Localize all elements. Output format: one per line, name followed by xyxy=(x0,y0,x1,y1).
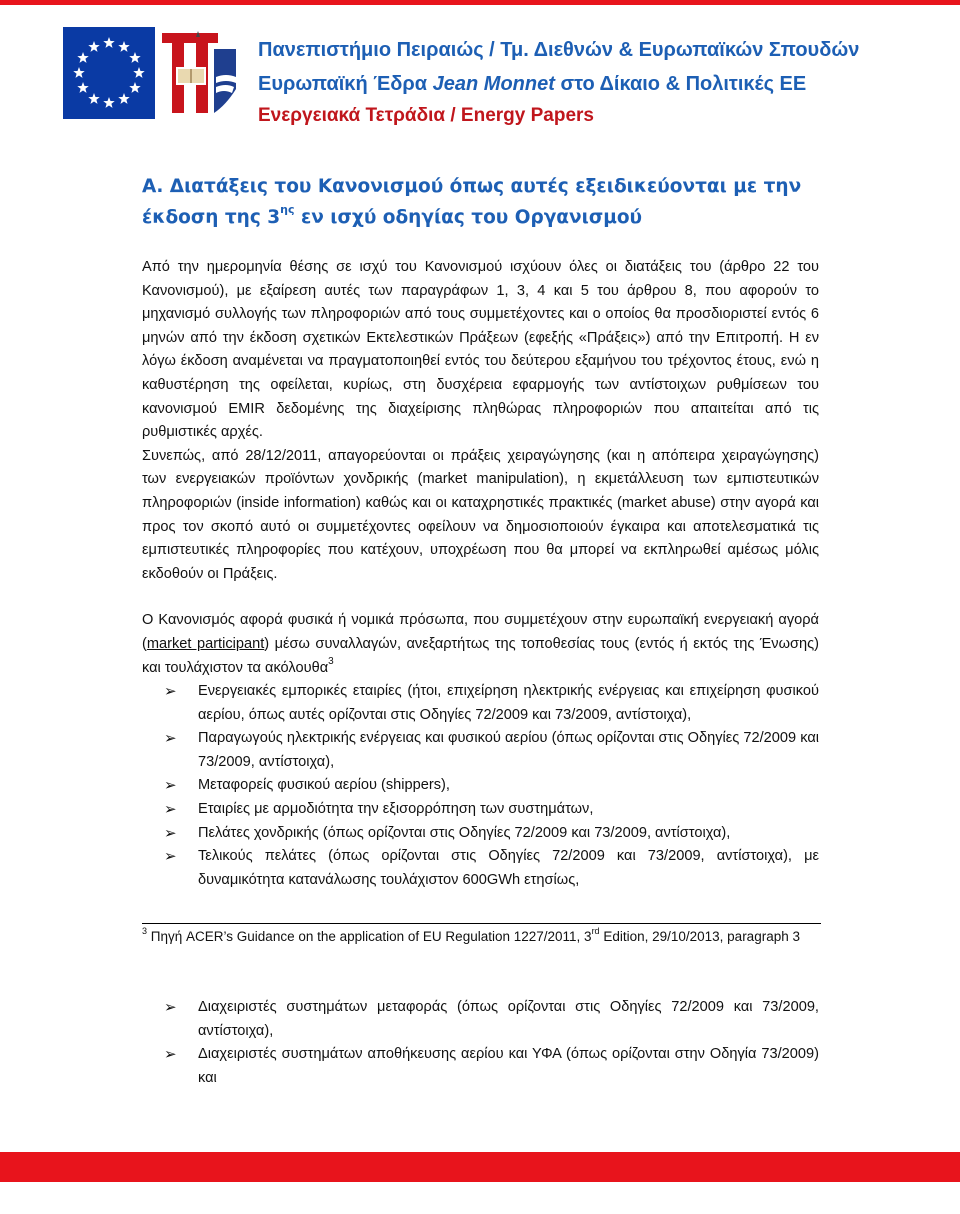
list-item xyxy=(142,680,819,727)
list-item-text: Τελικούς πελάτες (όπως ορίζονται στις Οδηγίες 72/2009 και 73/2009, αντίστοιχα), με δυναμικότητα κατανάλωσης τουλάχιστον 600GWh ετησίως, xyxy=(198,848,819,888)
footnote xyxy=(142,926,819,948)
p3-market-participant: market participant xyxy=(146,635,265,652)
paragraph-spacer xyxy=(142,586,819,609)
footnote-separator xyxy=(142,923,821,924)
arrowhead-bullet-icon: ➢ xyxy=(164,801,177,819)
header-jean-monnet-chair xyxy=(258,67,948,101)
list-item xyxy=(142,845,819,892)
list-item xyxy=(142,996,819,1043)
participants-list-continued xyxy=(142,996,819,1090)
list-item xyxy=(142,727,819,774)
eu-star xyxy=(133,67,144,78)
continued-list xyxy=(142,996,819,1090)
participants-list xyxy=(142,680,819,892)
eu-star xyxy=(73,67,84,78)
eu-star xyxy=(77,52,88,63)
p3-text-a: Ο Κανονισμός αφορά φυσικά ή νομικά πρόσωπα, που συμμετέχουν στην ευρωπαϊκή ενεργειακή αγορά ( xyxy=(142,612,819,652)
arrowhead-bullet-icon: ➢ xyxy=(164,824,177,842)
bottom-red-bar xyxy=(0,1152,960,1182)
section-heading xyxy=(142,171,842,233)
list-item xyxy=(142,798,819,822)
paragraph-2: Συνεπώς, από 28/12/2011, απαγορεύονται οι πράξεις χειραγώγησης (και η απόπειρα χειραγώγησης) των ενεργειακών προϊόντων χονδρικής (market manipulation), η εκμετάλλευση των εμπιστευτικών πληροφοριών (inside information) καθώς και οι καταχρηστικές πρακτικές (market abuse) στην αγορά και προς τον σκοπό αυτό οι συμμετέχοντες οφείλουν να δημοσιοποιούν έγκαιρα και αποτελεσματικά τις εμπιστευτικές πληροφορίες που κατέχουν, υποχρέωση που θα μπορεί να εκπληρωθεί αμέσως μόλις εκδοθούν οι Πράξεις. xyxy=(142,447,819,582)
header-chair-b: Jean Monnet xyxy=(432,73,555,95)
eu-star xyxy=(129,82,140,93)
header-chair-a: Ευρωπαϊκή Έδρα xyxy=(258,73,433,95)
eu-star xyxy=(88,93,99,104)
footnote-text-a: Πηγή ACER’s Guidance on the application of EU Regulation 1227/2011, 3 xyxy=(147,929,592,944)
eu-flag-icon xyxy=(63,27,155,119)
top-red-bar xyxy=(0,0,960,5)
paragraph-1: Από την ημερομηνία θέσης σε ισχύ του Κανονισμού ισχύουν όλες οι διατάξεις του (άρθρο 22 του Κανονισμού), με εξαίρεση αυτές των παραγράφων 1, 3, 4 και 5 του άρθρου 8, που αφορούν το μηχανισμό συλλογής των πληροφοριών από τους συμμετέχοντες και ο οποίος θα προσδιοριστεί εντός 6 μηνών από την έκδοση σχετικών Εκτελεστικών Πράξεων (εφεξής «Πράξεις») από την Επιτροπή. Η εν λόγω έκδοση αναμένεται να πραγματοποιηθεί εντός του δεύτερου εξαμήνου του τρέχοντος έτους, ενώ η καθυστέρηση της οφείλεται, κυρίως, στη δυσχέρεια εφαρμογής των αντίστοιχων ρυθμίσεων του κανονισμού EMIR δεδομένης της διαχείρισης πληθώρας πληροφοριών που απαιτείται από τις ρυθμιστικές αρχές. xyxy=(142,259,819,441)
arrowhead-bullet-icon: ➢ xyxy=(164,1046,177,1064)
eu-star xyxy=(77,82,88,93)
arrowhead-bullet-icon: ➢ xyxy=(164,683,177,701)
body-text xyxy=(142,256,819,892)
list-item-text: Ενεργειακές εμπορικές εταιρίες (ήτοι, επιχείρηση ηλεκτρικής ενέργειας και επιχείρηση φυσικού αερίου, όπως αυτές ορίζονται στις Οδηγίες 72/2009 και 73/2009, αντίστοιχα), xyxy=(198,683,819,723)
list-item xyxy=(142,774,819,798)
arrowhead-bullet-icon: ➢ xyxy=(164,848,177,866)
footnote-text-b: Edition, 29/10/2013, paragraph 3 xyxy=(599,929,800,944)
list-item-text: Μεταφορείς φυσικού αερίου (shippers), xyxy=(198,777,450,794)
list-item xyxy=(142,822,819,846)
list-item-text: Διαχειριστές συστημάτων αποθήκευσης αερίου και ΥΦΑ (όπως ορίζονται στην Οδηγία 73/2009) και xyxy=(198,1046,819,1086)
eu-star xyxy=(103,97,114,108)
heading-part2: εν ισχύ οδηγίας του Οργανισμού xyxy=(294,207,643,228)
arrowhead-bullet-icon: ➢ xyxy=(164,999,177,1016)
eu-star xyxy=(118,41,129,52)
header-series-title: Ενεργειακά Τετράδια / Energy Papers xyxy=(258,105,594,126)
eu-star xyxy=(88,41,99,52)
eu-star xyxy=(129,52,140,63)
list-item-text: Πελάτες χονδρικής (όπως ορίζονται στις Οδηγίες 72/2009 και 73/2009, αντίστοιχα), xyxy=(198,824,731,841)
footnote-ref: 3 xyxy=(328,655,334,667)
paragraph-3 xyxy=(142,609,819,680)
p3-text-b: ) μέσω συναλλαγών, ανεξαρτήτως της τοποθεσίας τους (εντός ή εκτός της Ένωσης) και τουλάχιστον τα ακόλουθα xyxy=(142,635,819,676)
header-chair-c: στο Δίκαιο & Πολιτικές ΕΕ xyxy=(554,73,807,95)
document-header xyxy=(258,33,948,131)
footnote-sup: rd xyxy=(591,925,600,936)
list-item-text: Εταιρίες με αρμοδιότητα την εξισορρόπηση των συστημάτων, xyxy=(198,801,594,818)
list-item-text: Διαχειριστές συστημάτων μεταφοράς (όπως ορίζονται στις Οδηγίες 72/2009 και 73/2009, αντίστοιχα), xyxy=(198,999,819,1039)
arrowhead-bullet-icon: ➢ xyxy=(164,730,177,748)
arrowhead-bullet-icon: ➢ xyxy=(164,777,177,795)
header-university: Πανεπιστήμιο Πειραιώς / Τμ. Διεθνών & Ευρωπαϊκών Σπουδών xyxy=(258,39,860,61)
eu-star xyxy=(103,37,114,48)
footnote-marker: 3 xyxy=(142,925,148,936)
heading-sup: ης xyxy=(280,202,295,216)
eu-star xyxy=(118,93,129,104)
university-of-piraeus-logo xyxy=(156,27,238,119)
heading-part1: Α. Διατάξεις του Κανονισμού όπως αυτές εξειδικεύονται με την έκδοση της 3 xyxy=(142,176,802,228)
list-item xyxy=(142,1043,819,1090)
list-item-text: Παραγωγούς ηλεκτρικής ενέργειας και φυσικού αερίου (όπως ορίζονται στις Οδηγίες 72/2009 και 73/2009, αντίστοιχα), xyxy=(198,730,819,770)
